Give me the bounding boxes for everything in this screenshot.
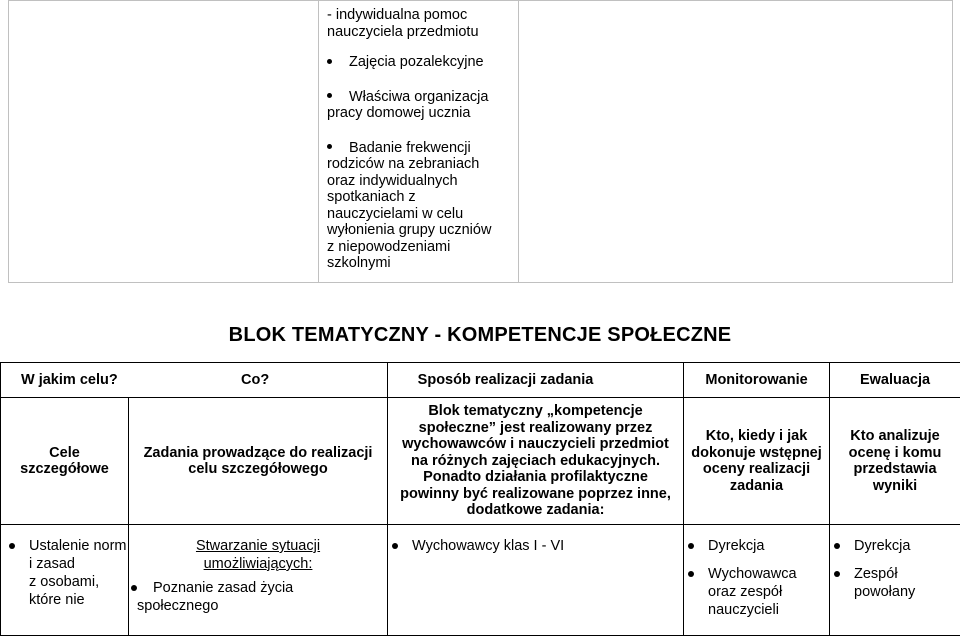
header-evaluation: Ewaluacja (830, 363, 960, 398)
list-item (830, 565, 960, 601)
top-line: - indywidualna pomoc (327, 7, 518, 24)
sub-cell-evaluation (830, 398, 960, 525)
cell-text: Poznanie zasad życia (153, 579, 293, 597)
sub-text: zadania (684, 478, 829, 495)
cell-text: społecznego (129, 597, 387, 615)
header-goal: W jakim celu? (21, 372, 118, 388)
sub-text: Ponadto działania profilaktyczne (388, 469, 683, 486)
sub-text: na różnych zajęciach edukacyjnych. (388, 453, 683, 470)
top-table (8, 0, 953, 283)
cell-goal (1, 525, 129, 636)
cell-text: z osobami, (29, 573, 128, 591)
cell-text: nauczycieli (708, 601, 797, 619)
sub-text: oceny realizacji (684, 461, 829, 478)
top-plain-text (327, 7, 518, 40)
cell-text: Wychowawca (708, 565, 797, 583)
sub-text: Blok tematyczny „kompetencje (388, 403, 683, 420)
top-middle-cell (319, 1, 519, 283)
cell-text: umożliwiających: (129, 555, 387, 573)
sub-text: Kto, kiedy i jak (684, 428, 829, 445)
sub-cell-method (388, 398, 684, 525)
sub-text: dodatkowe zadania: (388, 502, 683, 519)
cell-evaluation (830, 525, 960, 636)
cell-method (388, 525, 684, 636)
bullet-icon (392, 543, 398, 549)
top-line: nauczyciela przedmiotu (327, 24, 518, 41)
header-method: Sposób realizacji zadania (388, 363, 684, 398)
sub-text: szczegółowe (1, 461, 128, 478)
bullet-icon (327, 144, 332, 149)
sub-text: Kto analizuje (830, 428, 960, 445)
content-row (1, 525, 960, 636)
bullet-icon (834, 571, 840, 577)
sub-cell-goals (1, 398, 129, 525)
bullet-icon (9, 543, 15, 549)
top-bullet-text: Badanie frekwencji (349, 140, 471, 156)
list-item (684, 537, 829, 555)
list-item (684, 565, 829, 619)
sub-text: Zadania prowadzące do realizacji (129, 445, 387, 462)
top-right-cell (519, 1, 953, 283)
cell-text: Stwarzanie sytuacji (129, 537, 387, 555)
top-bullet-text: pracy domowej ucznia (327, 105, 518, 122)
top-bullet-text: oraz indywidualnych (327, 173, 518, 190)
top-bullet-text: z niepowodzeniami (327, 239, 518, 256)
top-bullet-text: wyłonienia grupy uczniów (327, 222, 518, 239)
sub-text: przedstawia (830, 461, 960, 478)
list-item (1, 537, 128, 555)
top-left-cell (9, 1, 319, 283)
header-monitoring: Monitorowanie (684, 363, 830, 398)
top-cell-content (319, 1, 518, 272)
bullet-icon (688, 543, 694, 549)
cell-text: które nie (29, 591, 128, 609)
top-bullet-text: szkolnymi (327, 255, 518, 272)
sub-text: wychowawców i nauczycieli przedmiot (388, 436, 683, 453)
top-bullet-text: rodziców na zebraniach (327, 156, 518, 173)
sub-text: ocenę i komu (830, 445, 960, 462)
cell-text: oraz zespół (708, 583, 797, 601)
top-bullet-item (327, 89, 518, 122)
cell-monitoring (684, 525, 830, 636)
cell-text: Zespół (854, 565, 915, 583)
block-title: BLOK TEMATYCZNY - KOMPETENCJE SPOŁECZNE (0, 324, 960, 347)
top-bullet-text: spotkaniach z (327, 189, 518, 206)
sub-cell-monitoring (684, 398, 830, 525)
sub-text: celu szczegółowego (129, 461, 387, 478)
cell-text: Dyrekcja (854, 537, 910, 555)
cell-text: Wychowawcy klas I - VI (412, 537, 564, 555)
sub-text: społeczne” jest realizowany przez (388, 420, 683, 437)
sub-text: powinny być realizowane poprzez inne, (388, 486, 683, 503)
cell-task (129, 525, 388, 636)
top-bullet-text: Zajęcia pozalekcyjne (349, 54, 484, 70)
main-table (0, 362, 960, 636)
top-bullet-text: Właściwa organizacja (349, 89, 488, 105)
sub-text: dokonuje wstępnej (684, 445, 829, 462)
sub-cell-tasks (129, 398, 388, 525)
header-cell-goal-what (1, 363, 388, 398)
header-what: Co? (241, 372, 269, 388)
cell-text: i zasad (29, 555, 128, 573)
bullet-icon (131, 585, 137, 591)
bullet-icon (834, 543, 840, 549)
bullet-icon (688, 571, 694, 577)
header-row (1, 363, 960, 398)
top-bullet-text: nauczycielami w celu (327, 206, 518, 223)
list-item (830, 537, 960, 555)
list-item (388, 537, 683, 555)
top-bullet-item (327, 54, 518, 71)
cell-text: Dyrekcja (708, 537, 764, 555)
top-bullet-item (327, 140, 518, 272)
sub-text: wyniki (830, 478, 960, 495)
bullet-icon (327, 93, 332, 98)
cell-text: powołany (854, 583, 915, 601)
cell-text: Ustalenie norm (29, 537, 127, 555)
subheader-row (1, 398, 960, 525)
list-item (129, 579, 387, 597)
bullet-icon (327, 59, 332, 64)
sub-text: Cele (1, 445, 128, 462)
